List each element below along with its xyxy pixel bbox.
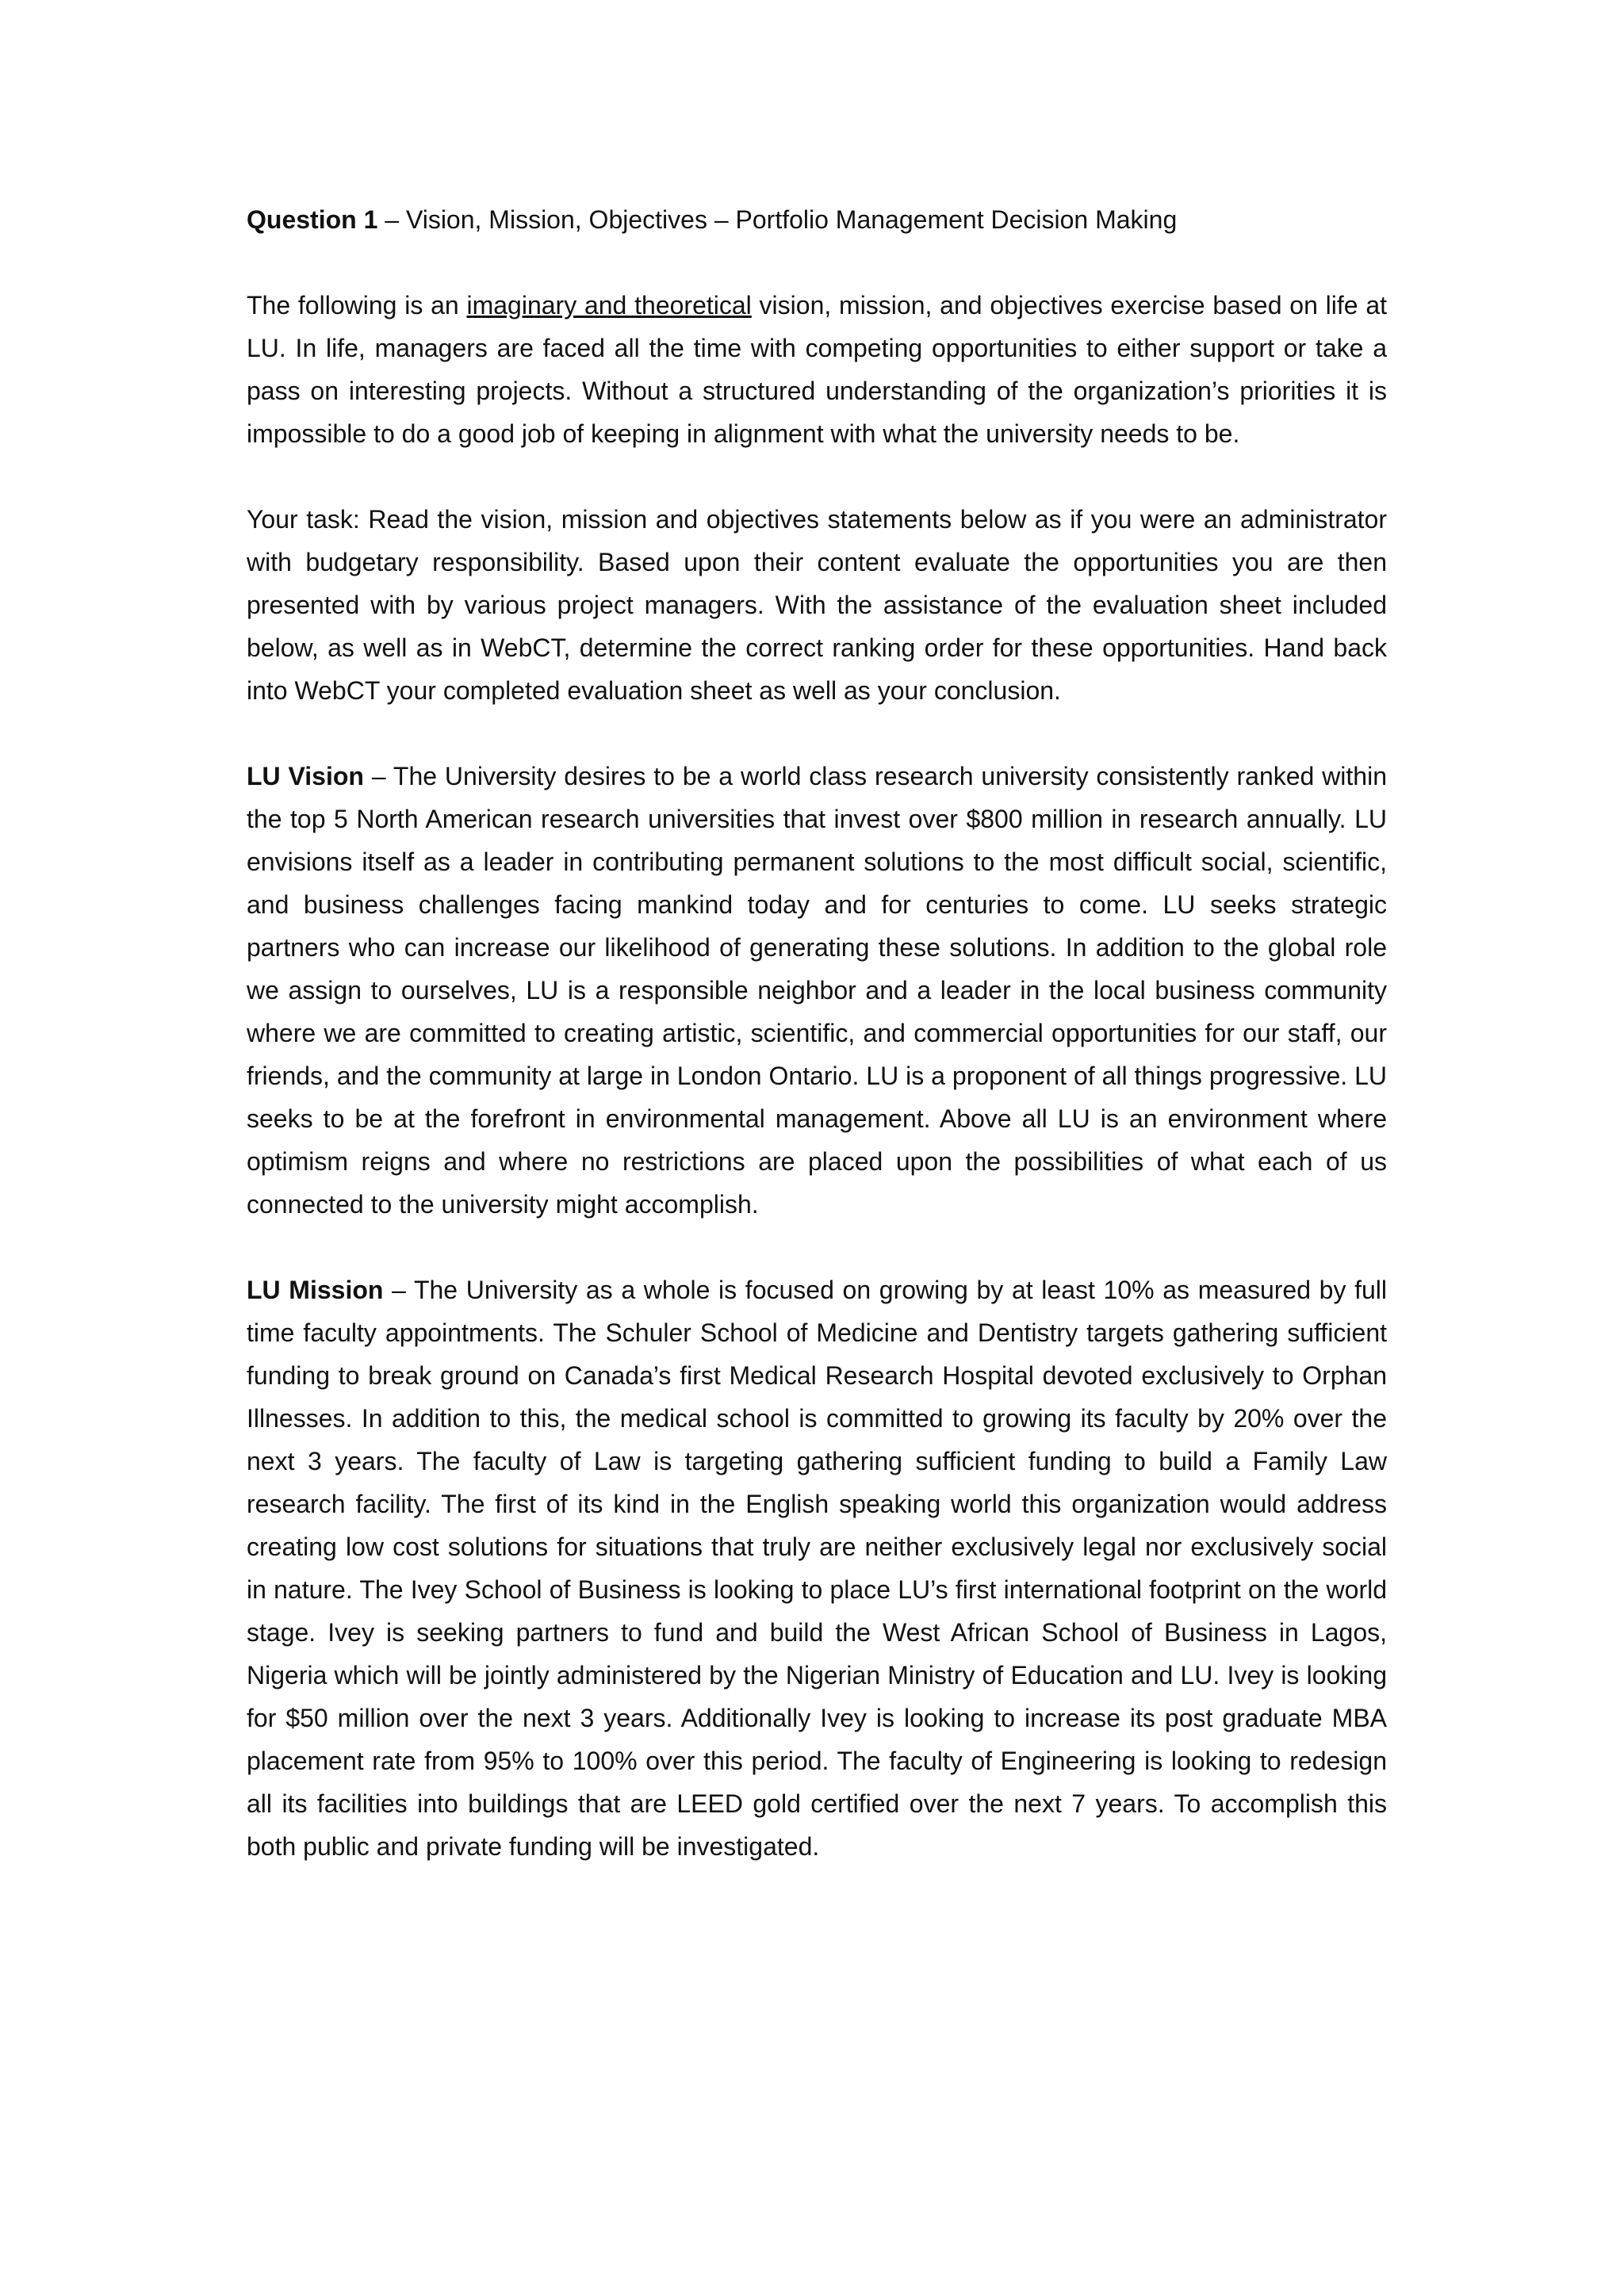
vision-paragraph (247, 755, 1387, 1226)
spacer (247, 1226, 1387, 1269)
question-heading (247, 198, 1387, 241)
task-paragraph: Your task: Read the vision, mission and objectives statements below as if you were an administrator with budgetary responsibility. Based upon their content evaluate the opportunities you are then presented with by various project managers. With the assistance of the evaluation sheet included below, as well as in WebCT, determine the correct ranking order for these opportunities. Hand back into WebCT your completed evaluation sheet as well as your conclusion. (247, 505, 1387, 705)
spacer (247, 241, 1387, 284)
mission-paragraph (247, 1269, 1387, 1868)
mission-label: LU Mission (247, 1276, 384, 1304)
question-dash: – (377, 205, 406, 234)
mission-text: – The University as a whole is focused on growing by at least 10% as measured by full time faculty appointments. The Schuler School of Medicine and Dentistry targets gathering sufficient funding to break ground on Canada’s first Medical Research Hospital devoted exclusively to Orphan Illnesses. In addition to this, the medical school is committed to growing its faculty by 20% over the next 3 years. The faculty of Law is targeting gathering sufficient funding to build a Family Law research facility. The first of its kind in the English speaking world this organization would address creating low cost solutions for situations that truly are neither exclusively legal nor exclusively social in nature. The Ivey School of Business is looking to place LU’s first international footprint on the world stage. Ivey is seeking partners to fund and build the West African School of Business in Lagos, Nigeria which will be jointly administered by the Nigerian Ministry of Education and LU. Ivey is looking for $50 million over the next 3 years. Additionally Ivey is looking to increase its post graduate MBA placement rate from 95% to 100% over this period. The faculty of Engineering is looking to redesign all its facilities into buildings that are LEED gold certified over the next 7 years. To accomplish this both public and private funding will be investigated. (247, 1276, 1388, 1861)
vision-text: – The University desires to be a world class research university consistently ranked within the top 5 North American research universities that invest over $800 million in research annually. LU envisions itself as a leader in contributing permanent solutions to the most difficult social, scientific, and business challenges facing mankind today and for centuries to come. LU seeks strategic partners who can increase our likelihood of generating these solutions. In addition to the global role we assign to ourselves, LU is a responsible neighbor and a leader in the local business community where we are committed to creating artistic, scientific, and commercial opportunities for our staff, our friends, and the community at large in London Ontario. LU is a proponent of all things progressive. LU seeks to be at the forefront in environmental management. Above all LU is an environment where optimism reigns and where no restrictions are placed upon the possibilities of what each of us connected to the university might accomplish. (247, 762, 1388, 1219)
intro-text-end: vision, mission, and objectives exercise based on life at LU. In life, managers are faced all the time with competing opportunities to either support or take a pass on interesting projects. Without a structured understanding of the organization’s priorities it is impossible to do a good job of keeping in alignment with what the university needs to be. (247, 291, 1388, 448)
question-label: Question 1 (247, 205, 378, 234)
document-page (247, 198, 1387, 1868)
spacer (247, 455, 1387, 498)
intro-underlined-text: imaginary and theoretical (466, 291, 752, 320)
question-title: Vision, Mission, Objectives – Portfolio Management Decision Making (405, 205, 1178, 234)
intro-text-start: The following is an (247, 291, 467, 320)
intro-paragraph (247, 284, 1387, 455)
spacer (247, 712, 1387, 755)
vision-label: LU Vision (247, 762, 364, 790)
